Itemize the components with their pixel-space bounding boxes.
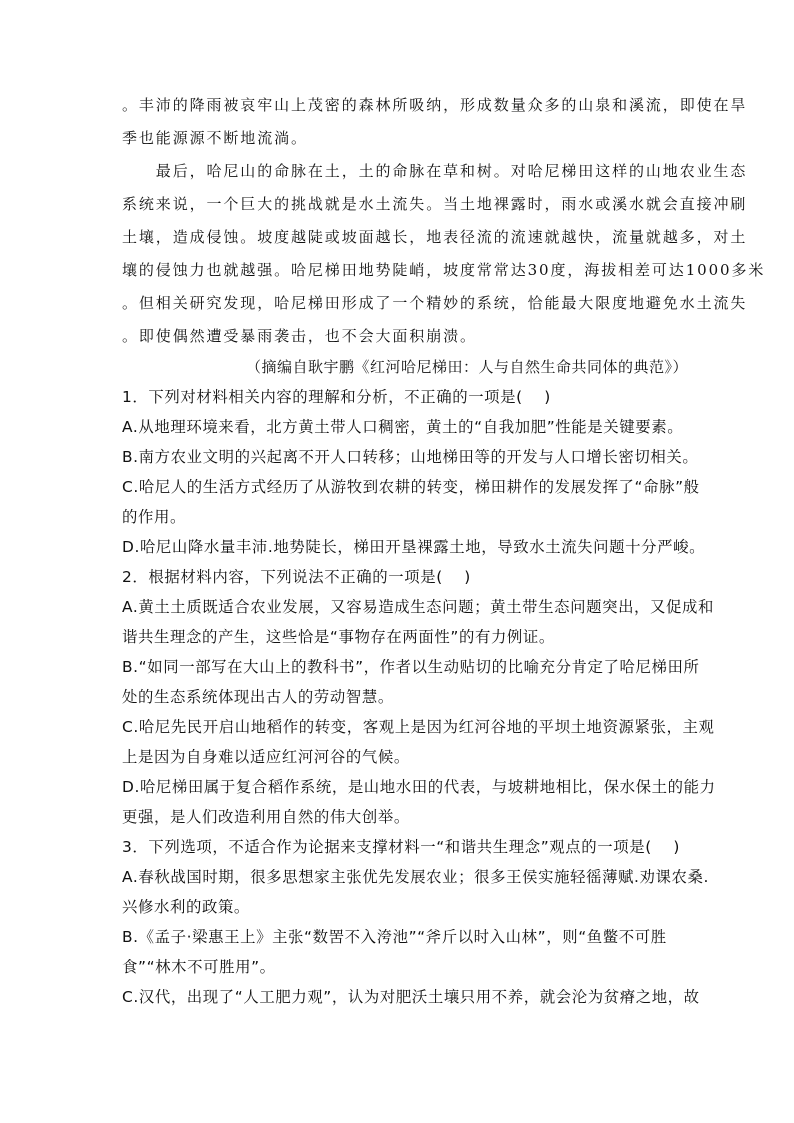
question-3-option-c: C.汉代，出现了“人工肥力观”，认为对肥沃土壤只用不养，就会沦为贫瘠之地，故 bbox=[122, 988, 700, 1006]
question-1-option-c: C.哈尼人的生活方式经历了从游牧到农耕的转变，梯田耕作的发展发挥了“命脉”般 bbox=[122, 478, 700, 496]
question-2-stem: 2．根据材料内容，下列说法不正确的一项是( ) bbox=[122, 568, 471, 586]
question-2-option-c-cont: 上是因为自身难以适应红河河谷的气候。 bbox=[122, 748, 410, 766]
question-1-option-c-cont: 的作用。 bbox=[122, 508, 186, 526]
question-2-option-d-cont: 更强，是人们改造利用自然的伟大创举。 bbox=[122, 808, 410, 826]
question-3-option-a: A.春秋战国时期，很多思想家主张优先发展农业；很多王侯实施轻徭薄赋.劝课农桑. bbox=[122, 868, 710, 886]
question-3-option-b: B.《孟子·梁惠王上》主张“数罟不入洿池”“斧斤以时入山林”，则“鱼鳖不可胜 bbox=[122, 928, 667, 946]
question-2-option-c: C.哈尼先民开启山地稻作的转变，客观上是因为红河谷地的平坝土地资源紧张，主观 bbox=[122, 718, 715, 736]
question-3-option-b-cont: 食”“林木不可胜用”。 bbox=[122, 958, 276, 976]
question-3-stem: 3．下列选项，不适合作为论据来支撑材料一“和谐共生理念”观点的一项是( ) bbox=[122, 838, 680, 856]
passage-line: 季也能源源不断地流淌。 bbox=[122, 129, 308, 147]
passage-line: 。丰沛的降雨被哀牢山上茂密的森林所吸纳，形成数量众多的山泉和溪流，即使在旱 bbox=[122, 96, 748, 114]
question-1-option-a: A.从地理环境来看，北方黄土带人口稠密，黄土的“自我加肥”性能是关键要素。 bbox=[122, 418, 684, 436]
question-2-option-b: B.“如同一部写在大山上的教科书”，作者以生动贴切的比喻充分肯定了哈尼梯田所 bbox=[122, 658, 700, 676]
question-2-option-b-cont: 处的生态系统体现出古人的劳动智慧。 bbox=[122, 688, 394, 706]
question-2-option-d: D.哈尼梯田属于复合稻作系统，是山地水田的代表，与坡耕地相比，保水保土的能力 bbox=[122, 778, 716, 796]
passage-source: （摘编自耿宇鹏《红河哈尼梯田：人与自然生命共同体的典范》） bbox=[245, 358, 688, 376]
question-1-option-b: B.南方农业文明的兴起离不开人口转移；山地梯田等的开发与人口增长密切相关。 bbox=[122, 448, 699, 466]
question-2-option-a: A.黄土土质既适合农业发展，又容易造成生态问题；黄土带生态问题突出，又促成和 bbox=[122, 598, 715, 616]
passage-line: 。但相关研究发现，哈尼梯田形成了一个精妙的系统，恰能最大限度地避免水土流失 bbox=[122, 294, 748, 312]
passage-line: 壤的侵蚀力也就越强。哈尼梯田地势陡峭，坡度常常达30度，海拔相差可达1000多米 bbox=[122, 261, 766, 279]
question-1-option-d: D.哈尼山降水量丰沛.地势陡长，梯田开垦裸露土地，导致水土流失问题十分严峻。 bbox=[122, 538, 706, 556]
question-1-stem: 1．下列对材料相关内容的理解和分析，不正确的一项是( ) bbox=[122, 388, 551, 406]
passage-line: 。即使偶然遭受暴雨袭击，也不会大面积崩溃。 bbox=[122, 327, 477, 345]
passage-line: 土壤，造成侵蚀。坡度越陡或坡面越长，地表径流的流速就越快，流量就越多，对土 bbox=[122, 228, 748, 246]
passage-line: 系统来说，一个巨大的挑战就是水土流失。当土地裸露时，雨水或溪水就会直接冲刷 bbox=[122, 195, 748, 213]
question-2-option-a-cont: 谐共生理念的产生，这些恰是“事物存在两面性”的有力例证。 bbox=[122, 628, 555, 646]
question-3-option-a-cont: 兴修水利的政策。 bbox=[122, 898, 250, 916]
passage-line: 最后，哈尼山的命脉在土，土的命脉在草和树。对哈尼梯田这样的山地农业生态 bbox=[122, 162, 748, 180]
